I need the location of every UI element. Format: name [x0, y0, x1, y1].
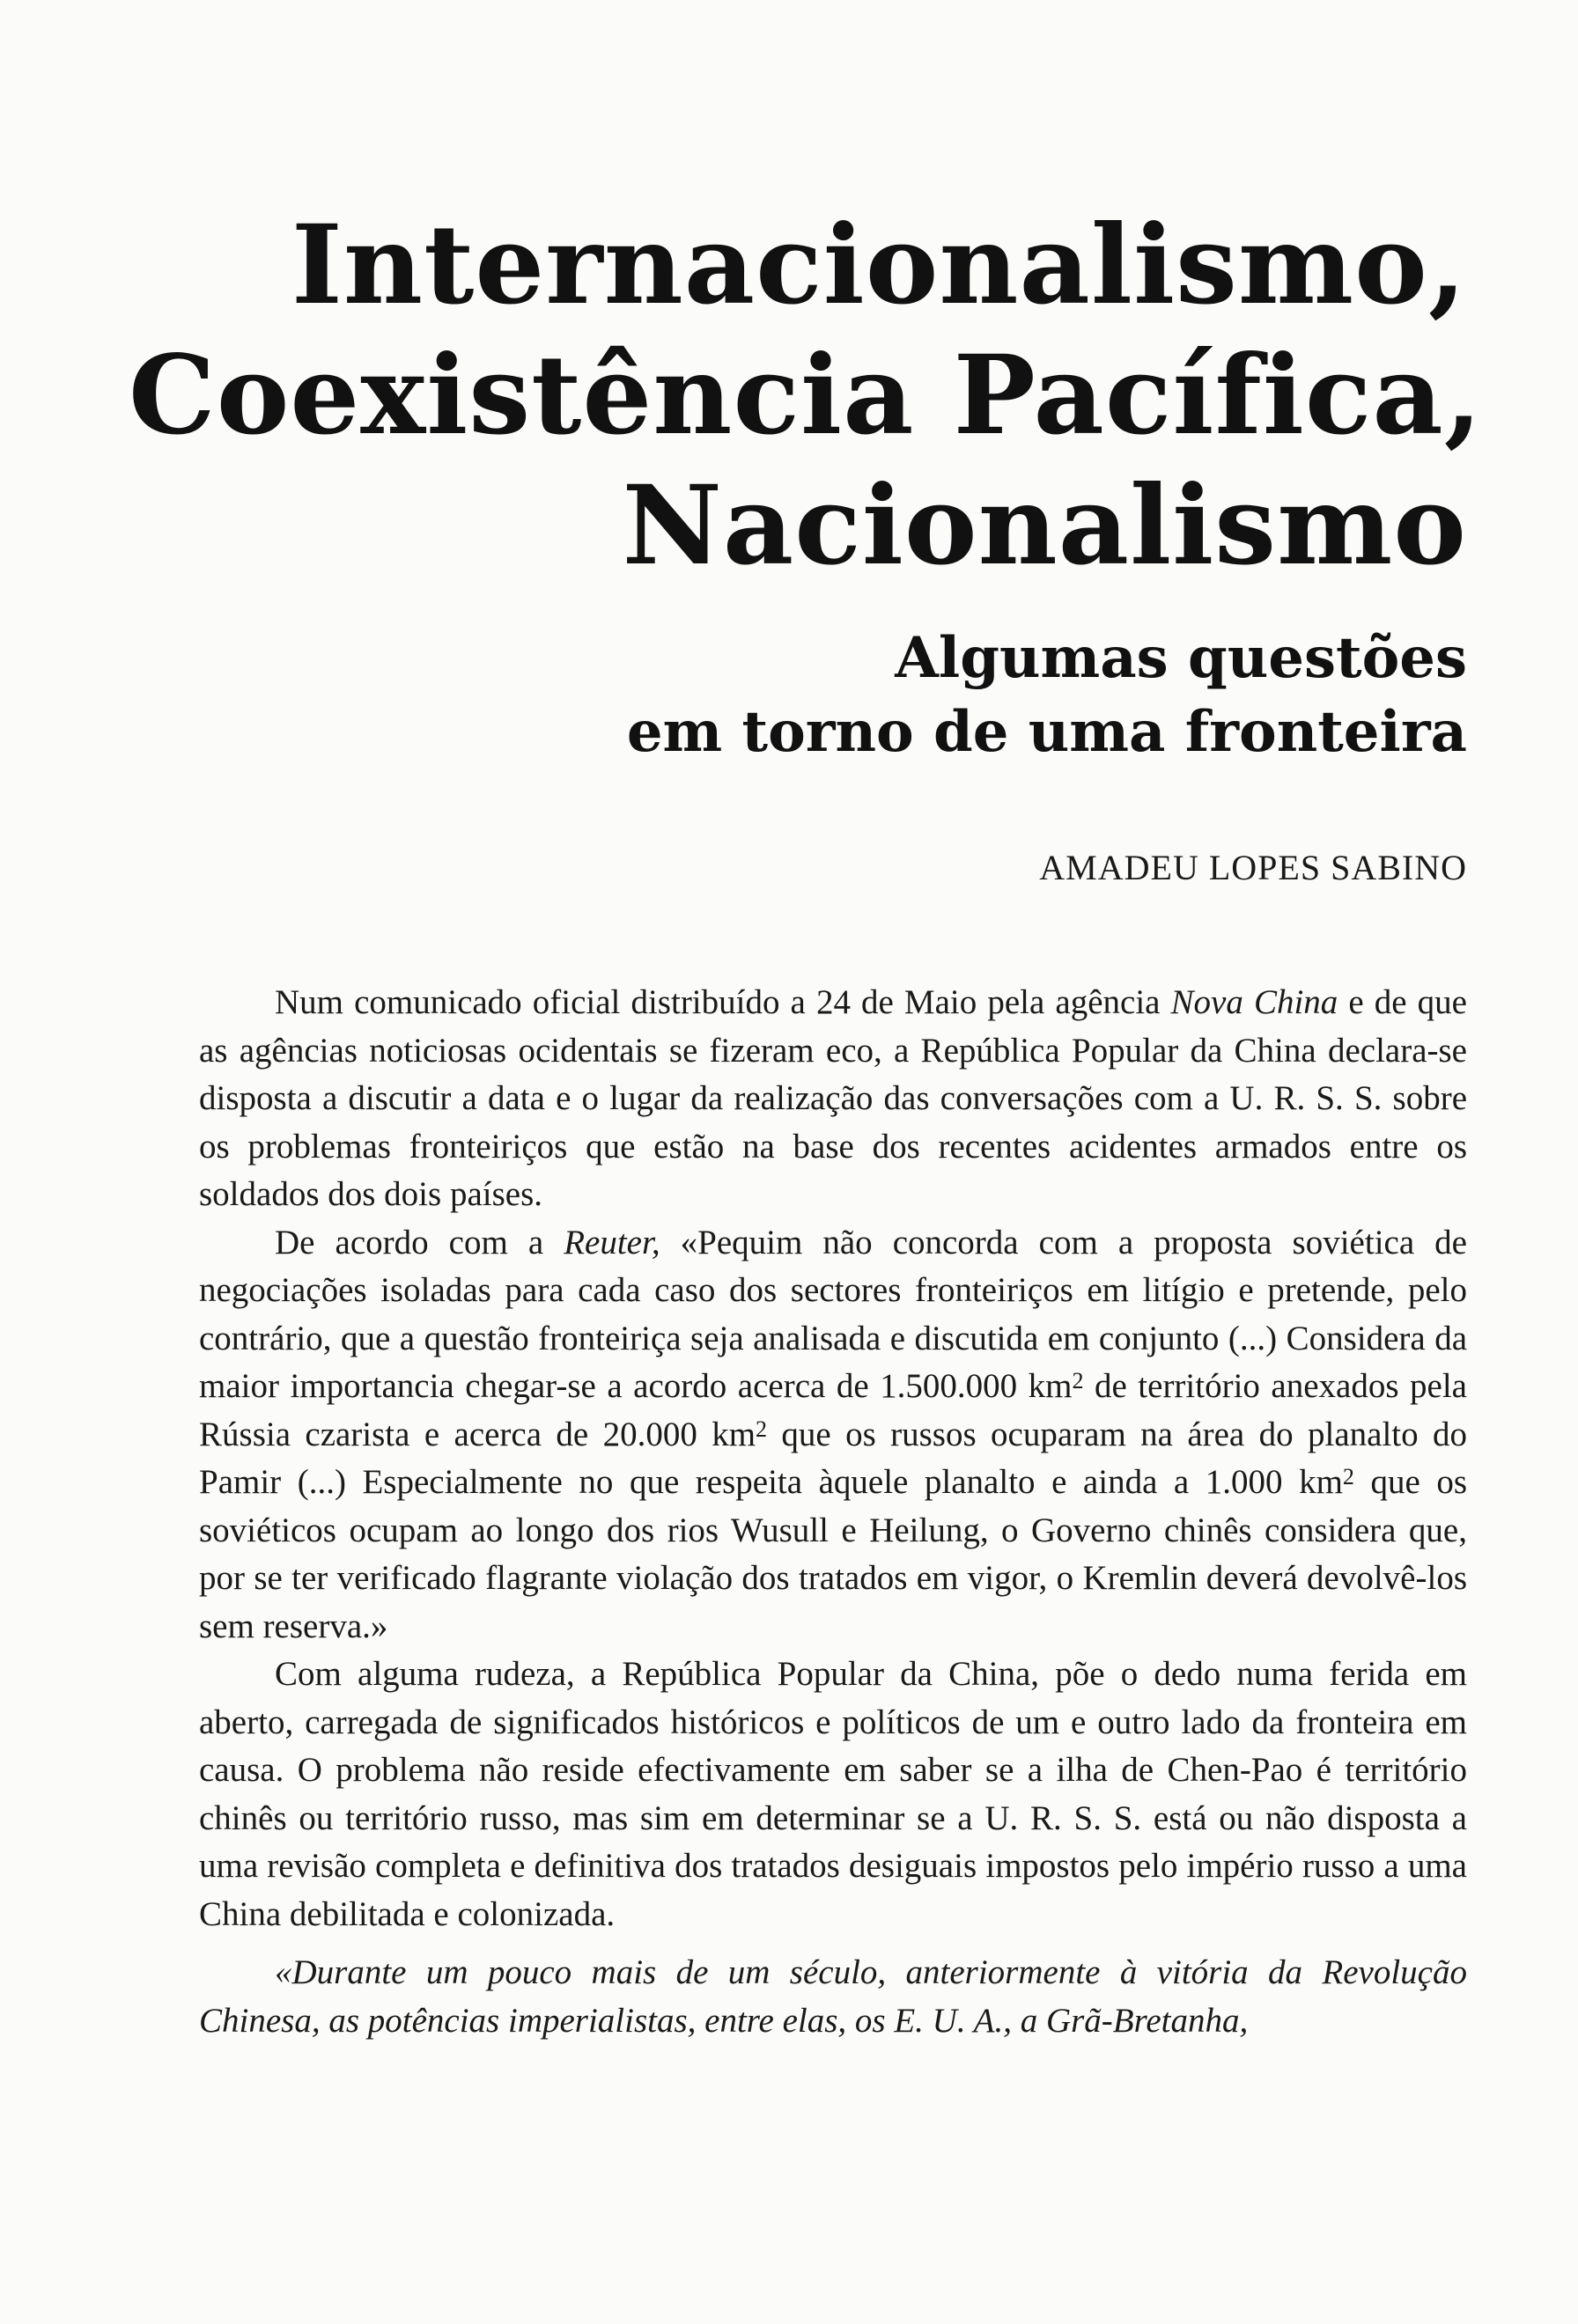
title-line-2: Coexistência Pacífica,	[129, 332, 1483, 460]
paragraph-2-text-e: que os soviéticos ocupam ao longo dos rios Wusull e Heilung, o Governo chinês considera que, por se ter verificado flagrante violação dos tratados em vigor, o Kremlin deverá devolvê-los sem reserva.»	[199, 1463, 1467, 1645]
title-line-3: Nacionalismo	[622, 462, 1467, 590]
paragraph-3: Com alguma rudeza, a República Popular da China, põe o dedo numa ferida em aberto, carregada de significados históricos e políticos de um e outro lado da fronteira em causa. O problema não reside efectivamente em saber se a ilha de Chen-Pao é território chinês ou território russo, mas sim em determinar se a U. R. S. S. está ou não disposta a uma revisão completa e definitiva dos tratados desiguais impostos pelo império russo a uma China debilitada e colonizada.	[199, 1655, 1467, 1933]
author-name: AMADEU LOPES SABINO	[1039, 848, 1467, 887]
paragraph-1	[199, 979, 1467, 1219]
paragraph-2-text-b: «Pequim não concorda com a proposta soviética de negociações isoladas para cada caso dos sectores fronteiriços em litígio e pretende, pelo contrário, que a questão fronteiriça seja analisada e discutida em conjunto (...) Considera da maior importancia chegar-se a acordo acerca de 1.500.000 km	[199, 1223, 1467, 1405]
title-line-1: Internacionalismo,	[291, 202, 1467, 329]
paragraph-2-text-a: De acordo com a	[275, 1223, 564, 1261]
paragraph-2-text-d: que os russos ocuparam na área do planalto do Pamir (...) Especialmente no que respeita àquele planalto e ainda a 1.000 km	[199, 1415, 1467, 1501]
superscript-2: 2	[1072, 1368, 1084, 1394]
superscript-2: 2	[1342, 1464, 1354, 1489]
article-title	[129, 201, 1483, 592]
superscript-2: 2	[756, 1416, 768, 1442]
paragraph-1-text-a: Num comunicado oficial distribuído a 24 de Maio pela agência	[275, 983, 1171, 1021]
paragraph-2-text-c: de território anexados pela Rússia czarista e acerca de 20.000 km	[199, 1367, 1467, 1453]
agency-name-nova-china: Nova China	[1170, 983, 1338, 1021]
paragraph-4-quote: «Durante um pouco mais de um século, anteriormente à vitória da Revolução Chinesa, as potências imperialistas, entre elas, os E. U. A., a Grã-Bretanha,	[199, 1953, 1467, 2040]
agency-name-reuter: Reuter,	[564, 1223, 660, 1261]
article-subtitle	[410, 621, 1467, 769]
paragraph-1-text-b: e de que as agências noticiosas ocidentais se fizeram eco, a República Popular da China declara-se disposta a discutir a data e o lugar da realização das conversações com a U. R. S. S. sobre os problemas fronteiriços que estão na base dos recentes acidentes armados entre os soldados dos dois países.	[199, 983, 1467, 1213]
subtitle-line-2: em torno de uma fronteira	[626, 699, 1467, 765]
paragraph-2	[199, 1219, 1467, 1651]
subtitle-line-1: Algumas questões	[895, 625, 1467, 691]
article-body	[199, 979, 1467, 2045]
